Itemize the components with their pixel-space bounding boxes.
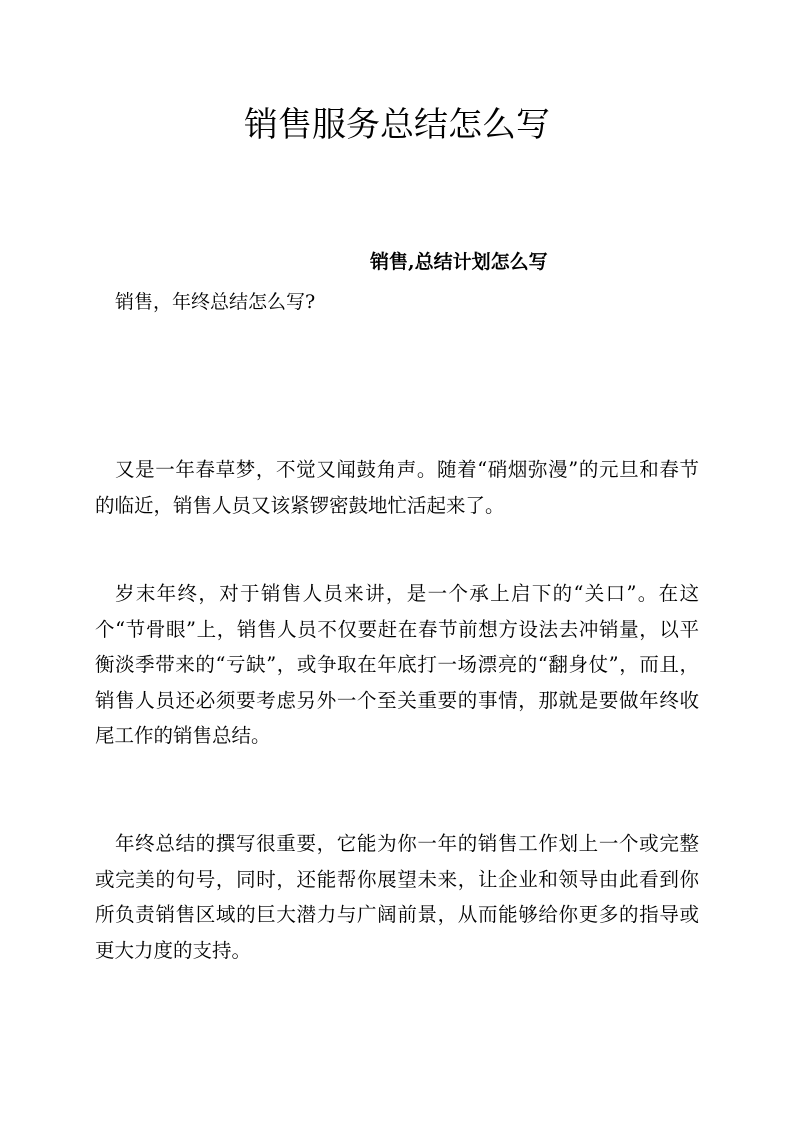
paragraph-1: 又是一年春草梦，不觉又闻鼓角声。随着“硝烟弥漫”的元旦和春节的临近，销售人员又该紧锣密鼓地忙活起来了。 (95, 458, 699, 517)
question-line: 销售，年终总结怎么写? (115, 291, 316, 313)
document-subtitle: 销售,总结计划怎么写 (370, 251, 548, 273)
paragraph-3: 年终总结的撰写很重要，它能为你一年的销售工作划上一个或完整或完美的句号，同时，还能帮你展望未来，让企业和领导由此看到你所负责销售区域的巨大潜力与广阔前景，从而能够给你更多的指导或更大力度的支持。 (95, 832, 699, 962)
document-title: 销售服务总结怎么写 (244, 105, 550, 145)
paragraph-2: 岁末年终，对于销售人员来讲，是一个承上启下的“关口”。在这个“节骨眼”上，销售人员不仅要赶在春节前想方设法去冲销量，以平衡淡季带来的“亏缺”，或争取在年底打一场漂亮的“翻身仗”，而且，销售人员还必须要考虑另外一个至关重要的事情，那就是要做年终收尾工作的销售总结。 (95, 582, 699, 747)
